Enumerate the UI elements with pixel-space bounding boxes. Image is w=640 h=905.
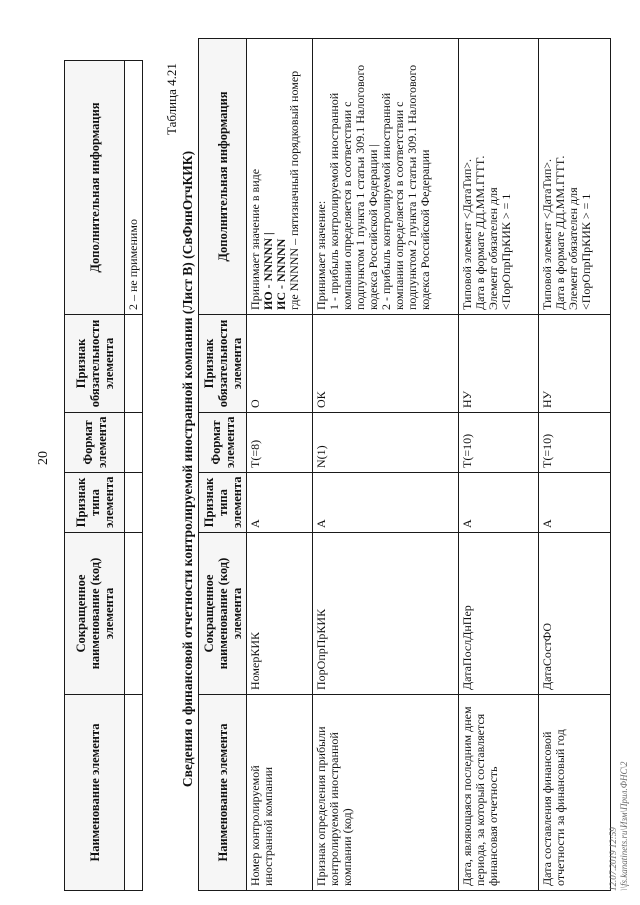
cell-type: А (313, 473, 459, 533)
header-required: Признак обязательности элемента (199, 315, 247, 413)
top-header-name: Наименование элемента (65, 695, 125, 891)
cell-format: T(=10) (539, 413, 611, 473)
cell-required: НУ (459, 315, 539, 413)
cell-format: T(=8) (247, 413, 313, 473)
top-header-required: Признак обязательности элемента (65, 315, 125, 413)
cell-code: ДатаСостФО (539, 533, 611, 695)
cell-type: А (459, 473, 539, 533)
top-header-format: Формат элемента (65, 413, 125, 473)
table-row (247, 39, 313, 891)
info-line: Принимает значение: (314, 200, 328, 310)
table-caption: Таблица 4.21 (164, 63, 179, 135)
info-line: где NNNNN – пятизначный порядковый номер (287, 70, 301, 310)
header-type: Признак типа элемента (199, 473, 247, 533)
stamp-line: 12.07.2019 12:59 (608, 827, 618, 891)
cell-required: НУ (539, 315, 611, 413)
cell-code: ПорОпрПрКИК (313, 533, 459, 695)
info-line: ИС - NNNNN (274, 238, 288, 310)
page-number: 20 (36, 451, 51, 465)
info-line: Элемент обязателен для (486, 187, 500, 310)
cell-info (313, 39, 459, 315)
top-cell-empty (125, 695, 143, 891)
info-line: Типовой элемент <ДатаТип>. (460, 158, 474, 310)
file-stamp (608, 762, 630, 891)
top-header-code: Сокращенное наименование (код) элемента (65, 533, 125, 695)
cell-name: Признак определения прибыли контролируемой иностранной компании (код) (313, 695, 459, 891)
cell-info (539, 39, 611, 315)
cell-required: О (247, 315, 313, 413)
header-format: Формат элемента (199, 413, 247, 473)
info-line: Принимает значение в виде (248, 168, 262, 310)
cell-name: Номер контролируемой иностранной компании (247, 695, 313, 891)
top-cell-empty (125, 413, 143, 473)
cell-format: T(=10) (459, 413, 539, 473)
info-line: Дата в формате ДД.ММ.ГГГГ. (553, 155, 567, 310)
cell-code: ДатаПослДнПер (459, 533, 539, 695)
top-cell-empty (125, 473, 143, 533)
stamp-line: \\fs.kanatinets.ru\Изм\Прил.ФНС\2 (619, 761, 629, 891)
table-row (459, 39, 539, 891)
top-continuation-text: 2 – не применимо (125, 61, 143, 315)
top-table (64, 60, 143, 891)
info-line: ИО - NNNNN | (261, 232, 275, 310)
cell-required: ОК (313, 315, 459, 413)
cell-type: А (539, 473, 611, 533)
top-cell-empty (125, 315, 143, 413)
header-code: Сокращенное наименование (код) элемента (199, 533, 247, 695)
header-info: Дополнительная информация (199, 39, 247, 315)
info-line: Элемент обязателен для (566, 187, 580, 310)
info-line: <ПорОпрПрКИК > = 1 (579, 193, 593, 310)
cell-info (247, 39, 313, 315)
top-cell-empty (125, 533, 143, 695)
cell-name: Дата, являющаяся последним днем периода, за который составляется финансовая отчетность (459, 695, 539, 891)
cell-format: N(1) (313, 413, 459, 473)
table-title: Сведения о финансовой отчетности контролируемой иностранной компании (Лист В) (СвФинОтчКИК) (180, 150, 195, 788)
cell-name: Дата составления финансовой отчетности за финансовый год (539, 695, 611, 891)
cell-code: НомерКИК (247, 533, 313, 695)
info-line: Типовой элемент <ДатаТип>. (540, 158, 554, 310)
main-table (198, 38, 611, 891)
info-line: 1 - прибыль контролируемой иностранной компании определяется в соответствии с подпунктом 1 пункта 1 статьи 309.1 Налогового кодекса Российской Федерации | (327, 64, 380, 310)
table-row (313, 39, 459, 891)
table-row (539, 39, 611, 891)
header-name: Наименование элемента (199, 695, 247, 891)
cell-info (459, 39, 539, 315)
info-line: 2 - прибыль контролируемой иностранной компании определяется в соответствии с подпунктом 2 пункта 1 статьи 309.1 Налогового кодекса Российской Федерации (379, 64, 432, 310)
top-header-type: Признак типа элемента (65, 473, 125, 533)
info-line: <ПорОпрПрКИК > = 1 (499, 193, 513, 310)
cell-type: А (247, 473, 313, 533)
info-line: Дата в формате ДД.ММ.ГГГГ. (473, 155, 487, 310)
top-header-info: Дополнительная информация (65, 61, 125, 315)
